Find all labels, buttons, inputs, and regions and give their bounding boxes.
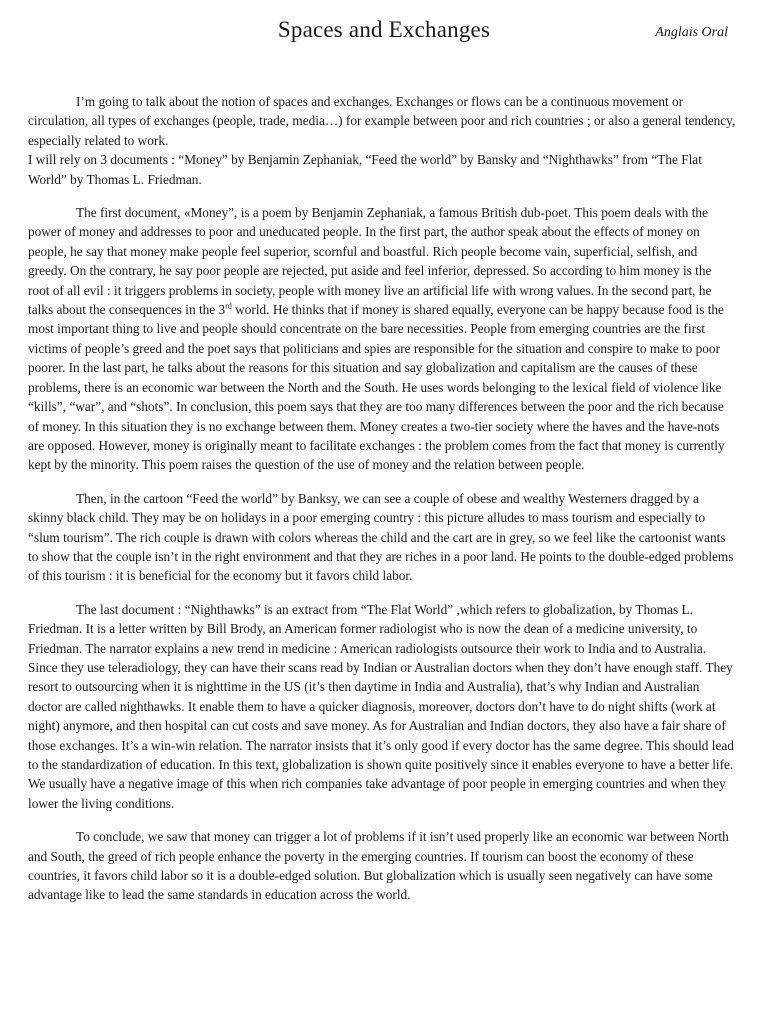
paragraph-nighthawks: The last document : “Nighthawks” is an extract from “The Flat World” ,which refers to globalization, by Thomas L. Friedman. It is a letter written by Bill Brody, an American former radiologist who is now the dean of a medicine university, to Friedman. The narrator explains a new trend in medicine : American radiologists outsource their work to India and to Australia. Since they use teleradiology, they can have their scans read by Indian or Australian doctors when they don’t have enough staff. They resort to outsourcing when it is nighttime in the US (it’s then daytime in India and Australia), that’s why Indian and Australian doctor are called nighthawks. It enable them to have a quicker diagnosis, moreover, doctors don’t have to do night shifts (work at night) anymore, and then hospital can cut costs and save money. As for Australian and Indian doctors, they also have a fair share of those exchanges. It’s a win-win relation. The narrator insists that it’s only good if every doctor has the same degree. This should lead to the standardization of education. In this text, globalization is shown quite positively since it enables everyone to have a better life. We usually have a negative image of this when rich companies take advantage of poor people in emerging countries and when they lower the living conditions. xyxy=(28,601,734,811)
ordinal-superscript: rd xyxy=(225,301,232,311)
paragraph-conclusion: To conclude, we saw that money can trigger a lot of problems if it isn’t used properly like an economic war between North and South, the greed of rich people enhance the poverty in the emerging countries. If tourism can boost the economy of these countries, it favors child labor so it is a double-edged solution. But globalization which is usually seen negatively can have some advantage like to lead the same standards in education across the world. xyxy=(28,829,729,903)
paragraph-money-part1: The first document, «Money”, is a poem by Benjamin Zephaniak, a famous British dub-poet. This poem deals with the power of money and addresses to poor and uneducated people. In the first part, the author speak about the effects of money on people, he say that money make people feel superior, scornful and boastful. Rich people become vain, superficial, selfish, and greedy. On the contrary, he say poor people are rejected, put aside and feel inferior, depressed. So according to him money is the root of all evil : it triggers problems in society, people with money live an artificial life with wrong values. In the second part, he talks about the consequences in the 3 xyxy=(28,205,712,318)
paragraph-banksy: Then, in the cartoon “Feed the world” by Banksy, we can see a couple of obese and wealthy Westerners dragged by a skinny black child. They may be on holidays in a poor emerging country : this picture alludes to mass tourism and especially to “slum tourism”. The rich couple is drawn with colors whereas the child and the cart are in grey, so we feel like the cartoonist wants to show that the couple isn’t in the right environment and that they are riches in a poor land. He points to the double-edged problems of this tourism : it is beneficial for the economy but it favors child labor. xyxy=(28,490,734,584)
paragraph-intro: I’m going to talk about the notion of spaces and exchanges. Exchanges or flows can be a continuous movement or circulation, all types of exchanges (people, trade, media…) for example between poor and rich countries ; or also a general tendency, especially related to work. xyxy=(28,94,736,148)
page-subtitle: Anglais Oral xyxy=(655,25,728,40)
document-body xyxy=(28,92,736,919)
paragraph-documents: I will rely on 3 documents : “Money” by Benjamin Zephaniak, “Feed the world” by Bansky and “Nighthawks” from “The Flat World” by Thomas L. Friedman. xyxy=(28,152,702,187)
page-title: Spaces and Exchanges xyxy=(277,17,491,42)
paragraph-money-part2: world. He thinks that if money is shared equally, everyone can be happy because food is the most important thing to live and people should concentrate on the bare necessities. People from emerging countries are the first victims of people’s greed and the poet says that politicians and spies are responsible for the situation and conspire to make to poor poorer. In the last part, he talks about the reasons for this situation and say globalization and capitalism are the causes of these problems, there is an economic war between the North and the South. He uses words belonging to the lexical field of violence like “kills”, “war”, and “shots”. In conclusion, this poem says that they are too many differences between the poor and the rich because of money. In this situation they is no exchange between them. Money creates a two-tier society where the haves and the have-nots are opposed. However, money is originally meant to facilitate exchanges : the problem comes from the fact that money is currently kept by the minority. This poem raises the question of the use of money and the relation between people. xyxy=(28,302,725,473)
paragraph-money xyxy=(28,203,736,475)
